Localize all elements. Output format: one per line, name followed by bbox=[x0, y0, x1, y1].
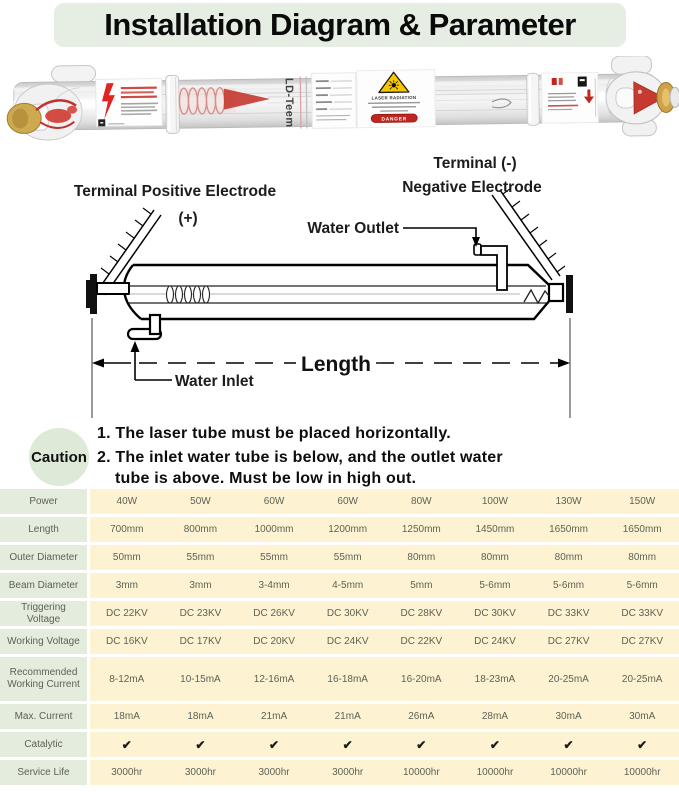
row-value: 18mA bbox=[187, 711, 214, 722]
label-terminal-negative: Terminal (-) bbox=[433, 155, 517, 172]
table-row bbox=[0, 545, 679, 570]
anode-pin bbox=[97, 283, 129, 294]
row-value: 130W bbox=[555, 496, 582, 507]
danger-text: DANGER bbox=[381, 117, 408, 123]
row-value: 1450mm bbox=[475, 524, 515, 535]
row-value: DC 24KV bbox=[326, 636, 369, 647]
row-value: 5mm bbox=[410, 580, 433, 591]
spec-label-left bbox=[96, 78, 163, 126]
row-value: DC 33KV bbox=[547, 608, 590, 619]
row-value: DC 23KV bbox=[179, 608, 222, 619]
right-end-cap bbox=[566, 275, 573, 313]
row-value: DC 27KV bbox=[547, 636, 590, 647]
title-banner bbox=[54, 3, 626, 47]
row-value: 700mm bbox=[110, 524, 144, 535]
tube-right-end bbox=[605, 56, 679, 136]
row-value: 40W bbox=[116, 496, 138, 507]
row-label: Catalytic bbox=[0, 732, 87, 757]
row-value: 12-16mA bbox=[253, 673, 295, 685]
row-value: ✔ bbox=[563, 737, 574, 752]
row-label: Max. Current bbox=[0, 704, 87, 729]
row-value: DC 33KV bbox=[621, 608, 664, 619]
row-value: 5-6mm bbox=[479, 580, 511, 591]
row-value: DC 27KV bbox=[621, 636, 664, 647]
row-value: 60W bbox=[263, 496, 285, 507]
row-value: 50W bbox=[190, 496, 211, 507]
row-value: 3000hr bbox=[332, 767, 364, 778]
table-row bbox=[0, 629, 679, 654]
row-value: 30mA bbox=[629, 711, 656, 722]
row-values bbox=[90, 573, 679, 598]
row-values bbox=[90, 657, 679, 701]
table-row bbox=[0, 704, 679, 729]
row-value: 3mm bbox=[115, 580, 138, 591]
label-water-inlet: Water Inlet bbox=[175, 373, 254, 390]
installation-diagram bbox=[0, 150, 679, 420]
row-label: Service Life bbox=[0, 760, 87, 785]
row-value: DC 30KV bbox=[474, 608, 516, 619]
row-values bbox=[90, 704, 679, 729]
row-value: 3000hr bbox=[111, 767, 143, 778]
row-value: 18mA bbox=[113, 711, 140, 722]
row-value: DC 30KV bbox=[326, 608, 369, 619]
row-value: 16-20mA bbox=[401, 673, 442, 685]
row-value: ✔ bbox=[195, 737, 206, 752]
row-value: 10-15mA bbox=[180, 673, 221, 685]
row-values bbox=[90, 545, 679, 570]
row-value: 10000hr bbox=[402, 767, 440, 778]
row-values bbox=[90, 601, 679, 626]
row-value: 800mm bbox=[183, 524, 218, 535]
row-value: 150W bbox=[629, 496, 656, 507]
row-label: Beam Diameter bbox=[0, 573, 87, 598]
caution-badge bbox=[29, 428, 89, 486]
row-value: 16-18mA bbox=[327, 673, 368, 685]
row-value: 80mm bbox=[481, 552, 509, 563]
row-value: DC 26KV bbox=[253, 608, 295, 619]
caution-note-2-cont: tube is above. Must be low in high out. bbox=[115, 470, 417, 487]
row-value: DC 24KV bbox=[474, 636, 516, 647]
row-value: 55mm bbox=[260, 552, 288, 563]
row-value: 18-23mA bbox=[474, 673, 516, 685]
row-label: Length bbox=[0, 517, 87, 542]
row-value: DC 17KV bbox=[179, 636, 222, 647]
parameter-table bbox=[0, 489, 679, 785]
row-value: 21mA bbox=[261, 711, 288, 722]
row-values bbox=[90, 760, 679, 785]
row-value: 1000mm bbox=[254, 524, 294, 535]
glass-ring-right bbox=[527, 73, 540, 125]
row-value: 80mm bbox=[554, 552, 583, 563]
row-value: 55mm bbox=[186, 552, 215, 563]
table-row bbox=[0, 732, 679, 757]
row-value: ✔ bbox=[489, 737, 500, 752]
laser-tube-photo bbox=[0, 56, 679, 152]
spring-symbol bbox=[524, 290, 549, 303]
table-row bbox=[0, 760, 679, 785]
row-value: 21mA bbox=[334, 711, 361, 722]
row-value: DC 20KV bbox=[253, 636, 295, 647]
table-row bbox=[0, 517, 679, 542]
row-label: Outer Diameter bbox=[0, 545, 87, 570]
row-values bbox=[90, 629, 679, 654]
water-outlet-pointer bbox=[403, 228, 480, 247]
row-value: 28mA bbox=[481, 711, 508, 722]
row-value: ✔ bbox=[416, 737, 427, 752]
row-value: 1650mm bbox=[549, 524, 589, 535]
row-value: ✔ bbox=[637, 737, 648, 752]
row-value: DC 16KV bbox=[105, 636, 148, 647]
right-connector bbox=[549, 284, 563, 301]
row-value: 20-25mA bbox=[621, 673, 663, 685]
tube-body-group bbox=[6, 56, 679, 145]
row-values bbox=[90, 517, 679, 542]
row-label: Working Voltage bbox=[0, 629, 87, 654]
warning-title-text: LASER RADIATION bbox=[371, 94, 417, 101]
brand-vertical-text: LD-Teem bbox=[282, 77, 296, 128]
row-value: 10000hr bbox=[623, 767, 661, 778]
caution-note-1: 1. The laser tube must be placed horizontally. bbox=[97, 425, 451, 442]
row-value: 26mA bbox=[408, 711, 435, 722]
black-square-mark bbox=[578, 77, 587, 87]
row-value: 1250mm bbox=[401, 524, 441, 535]
glass-ring bbox=[166, 75, 180, 133]
page-title: Installation Diagram & Parameter bbox=[104, 7, 576, 42]
label-terminal-positive: Terminal Positive Electrode bbox=[73, 183, 277, 200]
table-row bbox=[0, 657, 679, 701]
row-value: 5-6mm bbox=[553, 580, 585, 591]
row-value: 3-4mm bbox=[258, 580, 290, 591]
laser-warning-label bbox=[357, 70, 436, 128]
row-values bbox=[90, 489, 679, 514]
row-value: 10000hr bbox=[476, 767, 514, 778]
row-value: 55mm bbox=[333, 552, 362, 563]
caution-badge-label: Caution bbox=[31, 448, 87, 466]
row-value: 80mm bbox=[628, 552, 657, 563]
table-row bbox=[0, 489, 679, 514]
row-label: Power bbox=[0, 489, 87, 514]
row-value: 60W bbox=[337, 496, 358, 507]
label-positive-sign: (+) bbox=[178, 210, 198, 227]
row-value: ✔ bbox=[342, 737, 353, 752]
table-row bbox=[0, 601, 679, 626]
arrow-up-icon bbox=[131, 341, 140, 352]
caution-notes bbox=[97, 423, 662, 489]
table-row bbox=[0, 573, 679, 598]
label-water-outlet: Water Outlet bbox=[307, 220, 399, 237]
water-inlet-pointer bbox=[131, 341, 173, 380]
row-value: 3mm bbox=[189, 580, 212, 591]
row-value: 3000hr bbox=[184, 767, 216, 778]
row-value: 3000hr bbox=[258, 767, 290, 778]
row-value: 1650mm bbox=[622, 524, 662, 535]
water-outlet-pipe bbox=[474, 244, 507, 290]
row-value: 5-6mm bbox=[626, 580, 658, 591]
row-value: 8-12mA bbox=[109, 673, 145, 685]
row-label: Triggering Voltage bbox=[0, 601, 87, 626]
row-value: 1200mm bbox=[328, 524, 368, 535]
row-value: ✔ bbox=[121, 737, 132, 752]
positive-cable bbox=[93, 208, 161, 295]
instruction-label-right bbox=[542, 72, 599, 123]
row-value: 100W bbox=[481, 496, 508, 507]
row-value: 4-5mm bbox=[332, 580, 364, 591]
label-length: Length bbox=[301, 353, 371, 376]
row-value: 80mm bbox=[407, 552, 436, 563]
row-value: DC 28KV bbox=[400, 608, 443, 619]
row-value: ✔ bbox=[269, 737, 280, 752]
caution-note-2: 2. The inlet water tube is below, and the outlet water bbox=[97, 449, 503, 466]
row-value: 30mA bbox=[555, 711, 582, 722]
model-info-label bbox=[312, 73, 357, 129]
row-value: 50mm bbox=[112, 552, 141, 563]
row-value: DC 22KV bbox=[105, 608, 148, 619]
row-value: DC 22KV bbox=[400, 636, 443, 647]
row-value: 10000hr bbox=[550, 767, 587, 778]
left-end-cap bbox=[90, 274, 97, 314]
row-label: Recommended Working Current bbox=[0, 657, 87, 701]
row-value: 20-25mA bbox=[548, 673, 589, 685]
label-negative-electrode: Negative Electrode bbox=[402, 179, 542, 196]
row-value: 80W bbox=[411, 496, 432, 507]
row-values bbox=[90, 732, 679, 757]
